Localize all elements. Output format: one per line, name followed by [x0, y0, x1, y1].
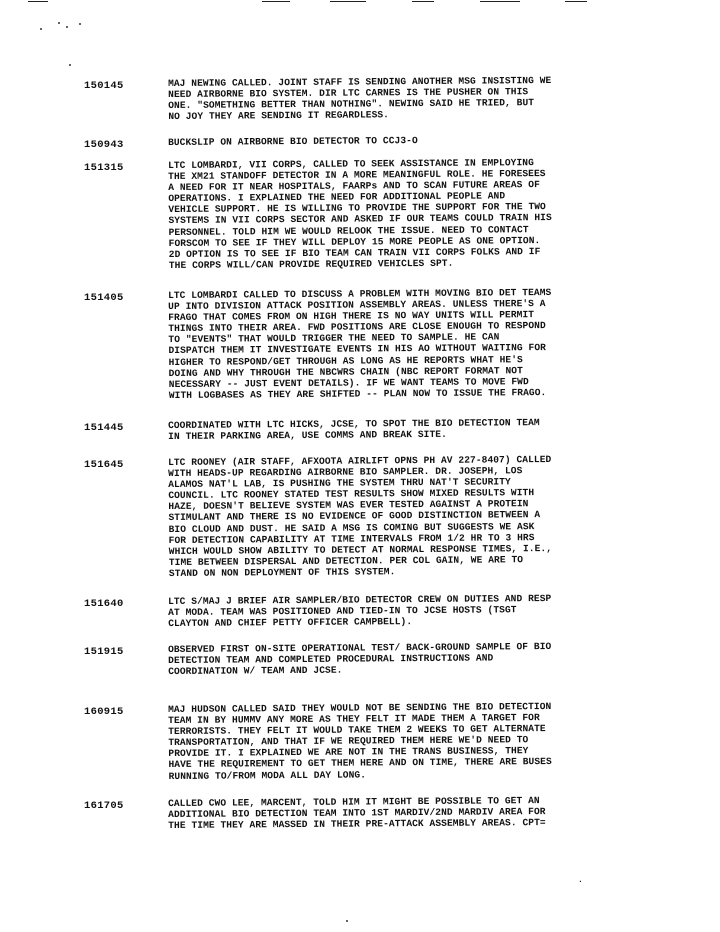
- entry-text: MAJ HUDSON CALLED SAID THEY WOULD NOT BE SENDING THE BIO DETECTION TEAM IN BY HUMMV ANY MORE AS THEY FELT IT MADE THEM A TARGET FOR TERRORISTS. THEY FELT IT WOULD TAKE THEM 2 WEEKS TO GET ALTERNATE TRANSPORTATION, AND THAT IF WE REQUIRED THEM HERE WE'D NEED TO PROVIDE IT. I EXPLAINED WE ARE NOT IN THE TRANS BUSINESS, THEY HAVE THE REQUIREMENT TO GET THEM HERE AND ON TIME, THERE ARE BUSES RUNNING TO/FROM MODA ALL DAY LONG.: [168, 700, 552, 782]
- entry-time: 151915: [84, 646, 124, 658]
- entry-time: 160915: [84, 706, 124, 718]
- entry-text: OBSERVED FIRST ON-SITE OPERATIONAL TEST/ BACK-GROUND SAMPLE OF BIO DETECTION TEAM AND COMPLETED PROCEDURAL INSTRUCTIONS AND COORDINATION W/ TEAM AND JCSE.: [168, 640, 552, 678]
- entry-time: 161705: [84, 800, 124, 812]
- scan-speck: [346, 920, 348, 922]
- entry-text: COORDINATED WITH LTC HICKS, JCSE, TO SPOT THE BIO DETECTION TEAM IN THEIR PARKING AREA, USE COMMS AND BREAK SITE.: [168, 417, 540, 443]
- entry-text: LTC LOMBARDI, VII CORPS, CALLED TO SEEK ASSISTANCE IN EMPLOYING THE XM21 STANDOFF DETECTOR IN A MORE MEANINGFUL ROLE. HE FORESEES A NEED FOR IT NEAR HOSPITALS, FAARPs AND TO SCAN FUTURE AREAS OF OPERATIONS. I EXPLAINED THE NEED FOR ADDITIONAL PEOPLE AND VEHICLE SUPPORT. HE IS WILLING TO PROVIDE THE SUPPORT FOR THE TWO SYSTEMS IN VII CORPS SECTOR AND ASKED IF OUR TEAMS COULD TRAIN HIS PERSONNEL. TOLD HIM WE WOULD RELOOK THE ISSUE. NEED TO CONTACT FORSCOM TO SEE IF THEY WILL DEPLOY 15 MORE PEOPLE AS ONE OPTION. 2D OPTION IS TO SEE IF BIO TEAM CAN TRAIN VII CORPS FOLKS AND IF THE CORPS WILL/CAN PROVIDE REQUIRED VEHICLES SPT.: [168, 157, 552, 271]
- scan-speck: [40, 28, 42, 30]
- entry-text: MAJ NEWING CALLED. JOINT STAFF IS SENDING ANOTHER MSG INSISTING WE NEED AIRBORNE BIO SYSTEM. DIR LTC CARNES IS THE PUSHER ON THIS ONE. "SOMETHING BETTER THAN NOTHING". NEWING SAID HE TRIED, BUT NO JOY THEY ARE SENDING IT REGARDLESS.: [168, 74, 552, 123]
- entry-time: 150943: [84, 139, 124, 151]
- scan-speck: [69, 64, 71, 66]
- entry-time: 150145: [84, 80, 124, 92]
- entry-text: LTC ROONEY (AIR STAFF, AFXOOTA AIRLIFT OPNS PH AV 227-8407) CALLED WITH HEADS-UP REGARDING AIRBORNE BIO SAMPLER. DR. JOSEPH, LOS ALAMOS NAT'L LAB, IS PUSHING THE SYSTEM THRU NAT'T SECURITY COUNCIL. LTC ROONEY STATED TEST RESULTS SHOW MIXED RESULTS WITH HAZE, DOESN'T BELIEVE SYSTEM WAS EVER TESTED AGAINST A PROTEIN STIMULANT AND THERE IS NO EVIDENCE OF GOOD DISTINCTION BETWEEN A BIO CLOUD AND DUST. HE SAID A MSG IS COMING BUT SUGGESTS WE ASK FOR DETECTION CAPABILITY AT TIME INTERVALS FROM 1/2 HR TO 3 HRS WHICH WOULD SHOW ABILITY TO DETECT AT NORMAL RESPONSE TIMES, I.E., TIME BETWEEN DISPERSAL AND DETECTION. PER COL GAIN, WE ARE TO STAND ON NON DEPLOYMENT OF THIS SYSTEM.: [168, 453, 553, 579]
- page-mark: .: [578, 876, 583, 885]
- entry-text: LTC S/MAJ J BRIEF AIR SAMPLER/BIO DETECTOR CREW ON DUTIES AND RESP AT MODA. TEAM WAS POSITIONED AND TIED-IN TO JCSE HOSTS (TSGT CLAYTON AND CHIEF PETTY OFFICER CAMPBELL).: [168, 592, 552, 630]
- scan-speck: [79, 23, 81, 25]
- entry-text: CALLED CWO LEE, MARCENT, TOLD HIM IT MIGHT BE POSSIBLE TO GET AN ADDITIONAL BIO DETECTION TEAM INTO 1ST MARDIV/2ND MARDIV AREA FOR THE TIME THEY ARE MASSED IN THEIR PRE-ATTACK ASSEMBLY AREAS. CPT=: [168, 795, 546, 832]
- scan-speck: [58, 22, 60, 24]
- entry-time: 151445: [84, 422, 124, 434]
- scan-speck: [66, 26, 68, 28]
- entry-text: BUCKSLIP ON AIRBORNE BIO DETECTOR TO CCJ3-O: [168, 135, 418, 148]
- entry-text: LTC LOMBARDI CALLED TO DISCUSS A PROBLEM WITH MOVING BIO DET TEAMS UP INTO DIVISION ATTACK POSITION ASSEMBLY AREAS. UNLESS THERE'S A FRAGO THAT COMES FROM ON HIGH THERE IS NO WAY UNITS WILL PERMIT THINGS INTO THEIR AREA. FWD POSITIONS ARE CLOSE ENOUGH TO RESPOND TO "EVENTS" THAT WOULD TRIGGER THE NEED TO SAMPLE. HE CAN DISPATCH THEM IT INVESTIGATE EVENTS IN HIS AO WITHOUT WAITING FOR HIGHER TO RESPOND/GET THROUGH AS LONG AS HE REPORTS WHAT HE'S DOING AND WHY THROUGH THE NBCWRS CHAIN (NBC REPORT FORMAT NOT NECESSARY -- JUST EVENT DETAILS). IF WE WANT TEAMS TO MOVE FWD WITH LOGBASES AS THEY ARE SHIFTED -- PLAN NOW TO ISSUE THE FRAGO.: [168, 286, 552, 401]
- entry-time: 151315: [84, 162, 124, 174]
- top-edge-marks: [0, 0, 720, 8]
- entry-time: 151405: [84, 292, 124, 304]
- entry-time: 151645: [84, 459, 124, 471]
- entry-time: 151640: [84, 598, 124, 610]
